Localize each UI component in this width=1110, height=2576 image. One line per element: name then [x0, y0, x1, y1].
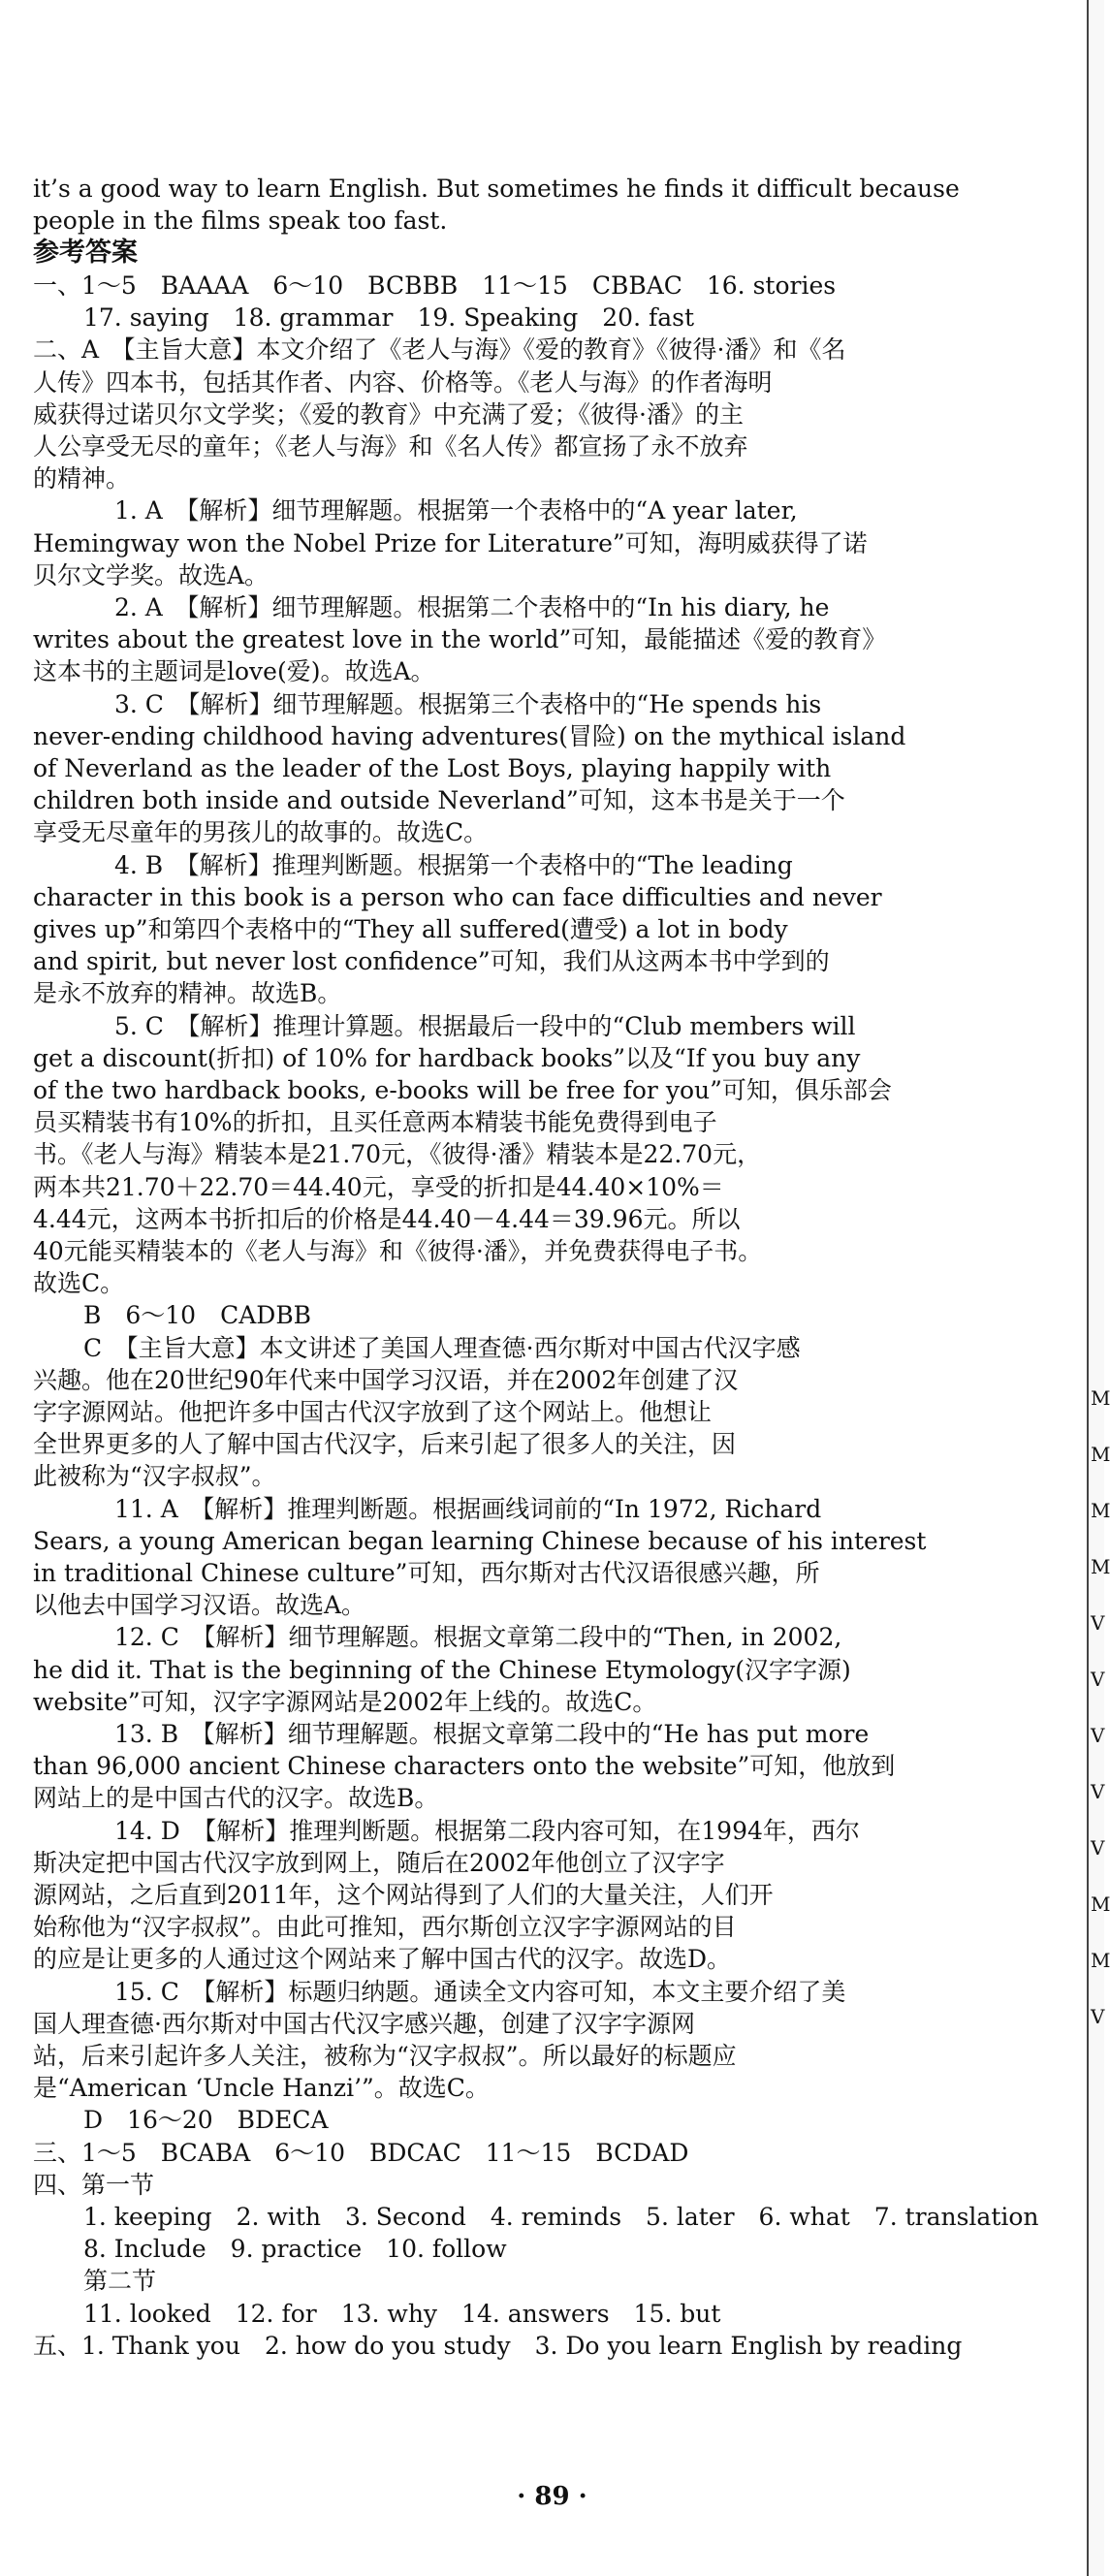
answer-line: writes about the greatest love in the world”可知，最能描述《爱的教育》	[33, 625, 887, 654]
answer-line: 书。《老人与海》精装本是21.70元，《彼得·潘》精装本是22.70元，	[33, 1140, 762, 1169]
answer-line: 二、A 【主旨大意】本文介绍了《老人与海》《爱的教育》《彼得·潘》和《名	[33, 335, 846, 365]
answer-line: 这本书的主题词是love(爱)。故选A。	[33, 657, 435, 686]
answer-line: children both inside and outside Neverland”可知，这本书是关于一个	[33, 786, 845, 815]
edge-letter: M	[1091, 1555, 1110, 1578]
answer-line: 4.44元，这两本书折扣后的价格是44.40－4.44＝39.96元。所以	[33, 1204, 741, 1233]
answer-line: 是永不放弃的精神。故选B。	[33, 979, 342, 1008]
answer-line: 2. A 【解析】细节理解题。根据第二个表格中的“In his diary, he	[114, 593, 830, 621]
answer-line: 斯决定把中国古代汉字放到网上，随后在2002年他创立了汉字字	[33, 1848, 725, 1877]
answer-line: 始称他为“汉字叔叔”。由此可推知，西尔斯创立汉字字源网站的目	[33, 1913, 737, 1942]
answer-line: 11. looked 12. for 13. why 14. answers 15. but	[83, 2299, 721, 2328]
answer-line: 4. B 【解析】推理判断题。根据第一个表格中的“The leading	[114, 850, 793, 879]
answer-line: 字字源网站。他把许多中国古代汉字放到了这个网站上。他想让	[33, 1398, 713, 1426]
answer-line: of the two hardback books, e-books will be free for you”可知，俱乐部会	[33, 1076, 892, 1104]
answer-line: 的精神。	[33, 464, 131, 493]
answer-line: 1. A 【解析】细节理解题。根据第一个表格中的“A year later,	[114, 496, 798, 525]
answer-line: 第二节	[83, 2267, 157, 2296]
answer-line: 人传》四本书，包括其作者、内容、价格等。《老人与海》的作者海明	[33, 367, 773, 397]
answer-line: never-ending childhood having adventures(冒险) on the mythical island	[33, 721, 906, 750]
answer-line: 此被称为“汉字叔叔”。	[33, 1462, 276, 1491]
answer-line: B 6～10 CADBB	[83, 1301, 312, 1330]
edge-letter: V	[1091, 2005, 1105, 2028]
answer-line: C 【主旨大意】本文讲述了美国人理查德·西尔斯对中国古代汉字感	[83, 1333, 801, 1362]
answer-line: 享受无尽童年的男孩儿的故事的。故选C。	[33, 818, 489, 847]
answer-line: character in this book is a person who can face difficulties and never	[33, 882, 882, 911]
answer-line: 威获得过诺贝尔文学奖；《爱的教育》中充满了爱；《彼得·潘》的主	[33, 399, 744, 429]
edge-letter: M	[1091, 1892, 1110, 1916]
answer-line: 的应是让更多的人通过这个网站来了解中国古代的汉字。故选D。	[33, 1945, 732, 1974]
answer-line: 14. D 【解析】推理判断题。根据第二段内容可知，在1994年，西尔	[114, 1816, 860, 1845]
edge-letter: V	[1091, 1836, 1105, 1860]
answer-line: of Neverland as the leader of the Lost Boys, playing happily with	[33, 754, 832, 782]
answer-line: 故选C。	[33, 1269, 125, 1298]
answer-line: D 16～20 BDECA	[83, 2106, 329, 2135]
answer-line: gives up”和第四个表格中的“They all suffered(遭受) a lot in body	[33, 915, 788, 943]
edge-letter: V	[1091, 1780, 1105, 1803]
answer-line: and spirit, but never lost confidence”可知，我们从这两本书中学到的	[33, 947, 830, 976]
answer-line: 12. C 【解析】细节理解题。根据文章第二段中的“Then, in 2002,	[114, 1623, 842, 1652]
answer-line: 5. C 【解析】推理计算题。根据最后一段中的“Club members will	[114, 1011, 856, 1040]
answer-line: than 96,000 ancient Chinese characters onto the website”可知，他放到	[33, 1752, 896, 1781]
edge-letter: M	[1091, 1499, 1110, 1522]
edge-letter: M	[1091, 1386, 1110, 1410]
edge-letter: V	[1091, 1611, 1105, 1635]
answer-line: in traditional Chinese culture”可知，西尔斯对古代汉语很感兴趣，所	[33, 1559, 820, 1587]
answer-line: 11. A 【解析】推理判断题。根据画线词前的“In 1972, Richard	[114, 1494, 822, 1523]
answer-line: 两本共21.70＋22.70＝44.40元，享受的折扣是44.40×10%＝	[33, 1172, 724, 1201]
answer-line: 网站上的是中国古代的汉字。故选B。	[33, 1784, 439, 1813]
edge-letter: M	[1091, 1443, 1110, 1466]
answer-line: website”可知，汉字字源网站是2002年上线的。故选C。	[33, 1687, 657, 1716]
answer-line: 四、第一节	[33, 2170, 155, 2199]
page-number: · 89 ·	[517, 2482, 587, 2511]
intro-line-2: people in the films speak too fast.	[33, 207, 448, 235]
answer-line: 人公享受无尽的童年；《老人与海》和《名人传》都宣扬了永不放弃	[33, 432, 748, 461]
answer-line: 国人理查德·西尔斯对中国古代汉字感兴趣，创建了汉字字源网	[33, 2009, 695, 2038]
answer-line: 40元能买精装本的《老人与海》和《彼得·潘》，并免费获得电子书。	[33, 1237, 763, 1265]
answer-line: 员买精装书有10%的折扣，且买任意两本精装书能免费得到电子	[33, 1108, 717, 1137]
answer-line: 3. C 【解析】细节理解题。根据第三个表格中的“He spends his	[114, 689, 822, 718]
answer-line: 源网站，之后直到2011年，这个网站得到了人们的大量关注，人们开	[33, 1881, 774, 1909]
answer-line: 贝尔文学奖。故选A。	[33, 560, 270, 589]
answer-line: 13. B 【解析】细节理解题。根据文章第二段中的“He has put more	[114, 1720, 870, 1748]
answer-line: Hemingway won the Nobel Prize for Literature”可知，海明威获得了诺	[33, 528, 868, 557]
answer-line: 1. keeping 2. with 3. Second 4. reminds 5. later 6. what 7. translation	[83, 2203, 1039, 2231]
answer-heading: 参考答案	[33, 238, 138, 268]
answer-line: he did it. That is the beginning of the Chinese Etymology(汉字字源)	[33, 1655, 851, 1684]
edge-letter: V	[1091, 1668, 1105, 1691]
answer-line: 一、1～5 BAAAA 6～10 BCBBB 11～15 CBBAC 16. stories	[33, 271, 837, 300]
answer-line: 以他去中国学习汉语。故选A。	[33, 1591, 366, 1620]
edge-letter: M	[1091, 1949, 1110, 1972]
answer-line: 三、1～5 BCABA 6～10 BDCAC 11～15 BCDAD	[33, 2138, 689, 2167]
answer-line: get a discount(折扣) of 10% for hardback books”以及“If you buy any	[33, 1043, 861, 1072]
answer-line: 全世界更多的人了解中国古代汉字，后来引起了很多人的关注，因	[33, 1430, 737, 1459]
answer-line: 17. saying 18. grammar 19. Speaking 20. fast	[83, 303, 695, 333]
adjacent-page-edge	[1087, 0, 1110, 2576]
answer-line: 8. Include 9. practice 10. follow	[83, 2235, 507, 2264]
answer-line: Sears, a young American began learning Chinese because of his interest	[33, 1526, 927, 1555]
answer-line: 15. C 【解析】标题归纳题。通读全文内容可知，本文主要介绍了美	[114, 1977, 846, 2006]
edge-letter: V	[1091, 1724, 1105, 1747]
answer-line: 是“American ‘Uncle Hanzi’”。故选C。	[33, 2074, 490, 2103]
answer-line: 站，后来引起许多人关注，被称为“汉字叔叔”。所以最好的标题应	[33, 2042, 737, 2070]
intro-line-1: it’s a good way to learn English. But sometimes he finds it difficult because	[33, 175, 960, 203]
answer-line: 五、1. Thank you 2. how do you study 3. Do you learn English by reading	[33, 2331, 963, 2360]
answer-line: 兴趣。他在20世纪90年代来中国学习汉语，并在2002年创建了汉	[33, 1365, 739, 1394]
